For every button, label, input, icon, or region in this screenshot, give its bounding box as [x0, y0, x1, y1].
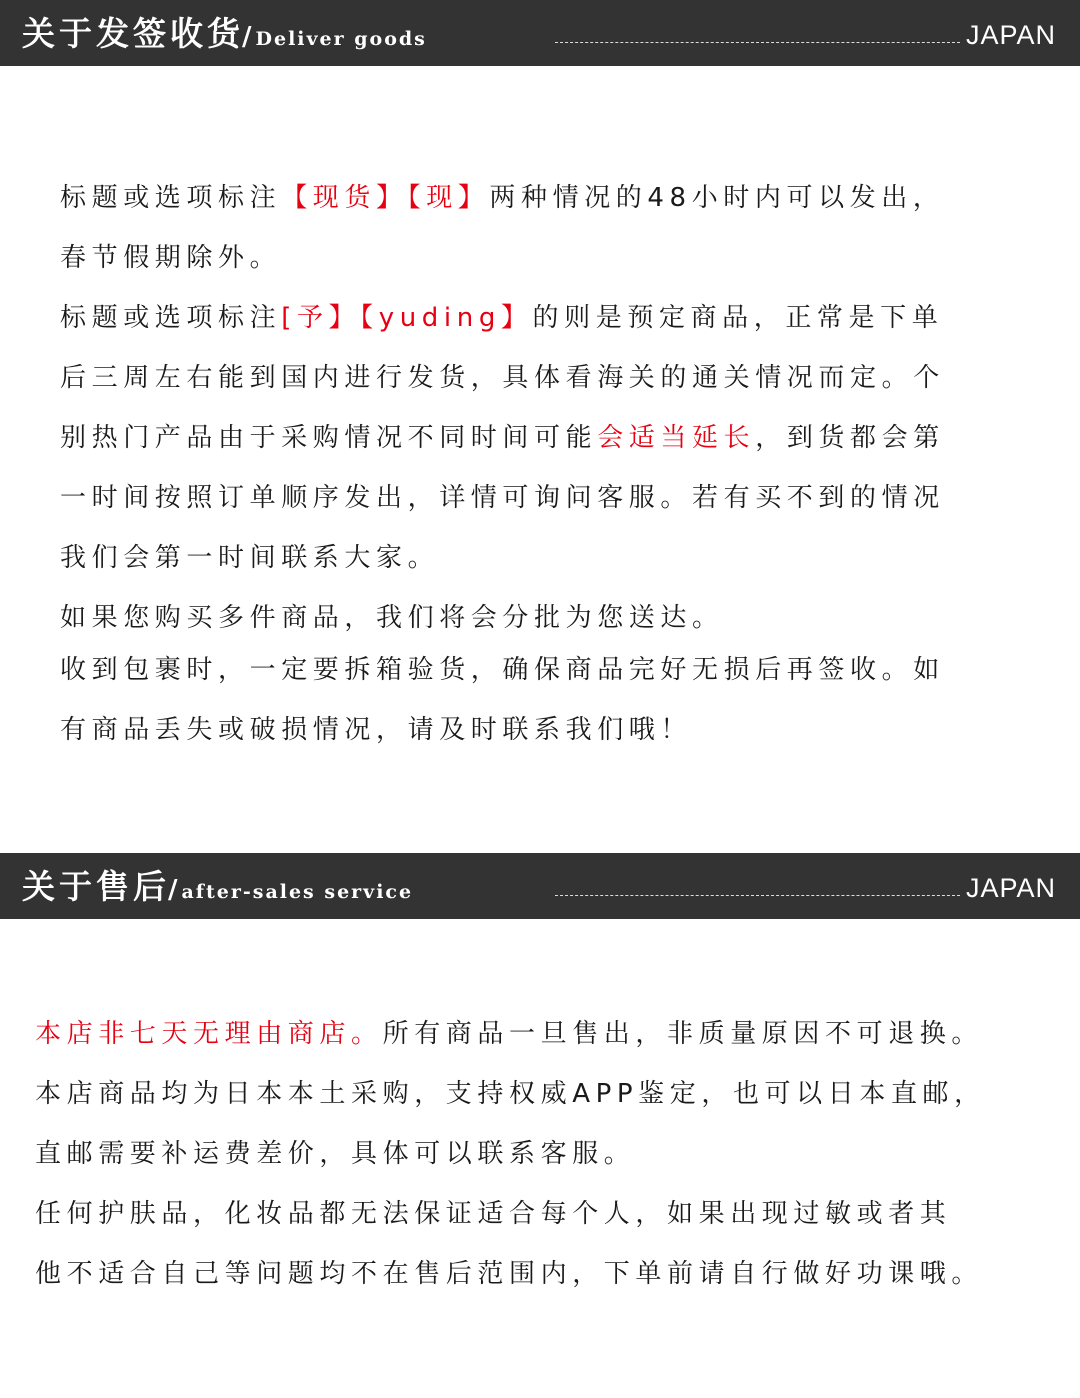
section-title [22, 865, 413, 914]
aftersales-line-2: 本店商品均为日本本土采购，支持权威APP鉴定，也可以日本直邮， [35, 1079, 986, 1109]
title-slash: / [168, 875, 178, 905]
delivery-line-8: 如果您购买多件商品，我们将会分批为您送达。 [60, 603, 724, 633]
delivery-line-2: 春节假期除外。 [60, 243, 282, 273]
highlight-text: 本店非七天无理由商店。 [35, 1019, 383, 1049]
delivery-line-6: 一时间按照订单顺序发出，详情可询问客服。若有买不到的情况 [60, 483, 945, 513]
delivery-line-10: 有商品丢失或破损情况，请及时联系我们哦！ [60, 715, 693, 745]
highlight-text: [予】【yuding】 [281, 303, 533, 333]
section-header-after-sales [0, 853, 1080, 919]
highlight-text: 【现货】【现】 [281, 183, 490, 213]
delivery-line-3: 标题或选项标注[予】【yuding】的则是预定商品，正常是下单 [60, 303, 944, 333]
section-title-en: after-sales service [181, 881, 414, 903]
aftersales-line-3: 直邮需要补运费差价，具体可以联系客服。 [35, 1139, 636, 1169]
delivery-line-1: 标题或选项标注【现货】【现】两种情况的48小时内可以发出， [60, 183, 945, 213]
delivery-line-4: 后三周左右能到国内进行发货，具体看海关的通关情况而定。个 [60, 363, 945, 393]
section-title-cn: 关于发签收货 [22, 14, 244, 53]
aftersales-line-5: 他不适合自己等问题均不在售后范围内，下单前请自行做好功课哦。 [35, 1259, 984, 1289]
section-header-delivery [0, 0, 1080, 66]
title-slash: / [242, 22, 252, 52]
delivery-line-9: 收到包裹时，一定要拆箱验货，确保商品完好无损后再签收。如 [60, 655, 945, 685]
dashed-divider [555, 895, 960, 896]
aftersales-line-4: 任何护肤品，化妆品都无法保证适合每个人，如果出现过敏或者其 [35, 1199, 952, 1229]
japan-tag: JAPAN [965, 20, 1056, 50]
highlight-text: 会适当延长 [597, 423, 756, 453]
delivery-line-5: 别热门产品由于采购情况不同时间可能会适当延长，到货都会第 [60, 423, 945, 453]
section-title-en: Deliver goods [255, 28, 427, 50]
section-title [22, 12, 427, 61]
aftersales-line-1: 本店非七天无理由商店。所有商品一旦售出，非质量原因不可退换。 [35, 1019, 984, 1049]
section-title-cn: 关于售后 [22, 867, 170, 906]
dashed-divider [555, 42, 960, 43]
japan-tag: JAPAN [965, 873, 1056, 903]
delivery-line-7: 我们会第一时间联系大家。 [60, 543, 440, 573]
